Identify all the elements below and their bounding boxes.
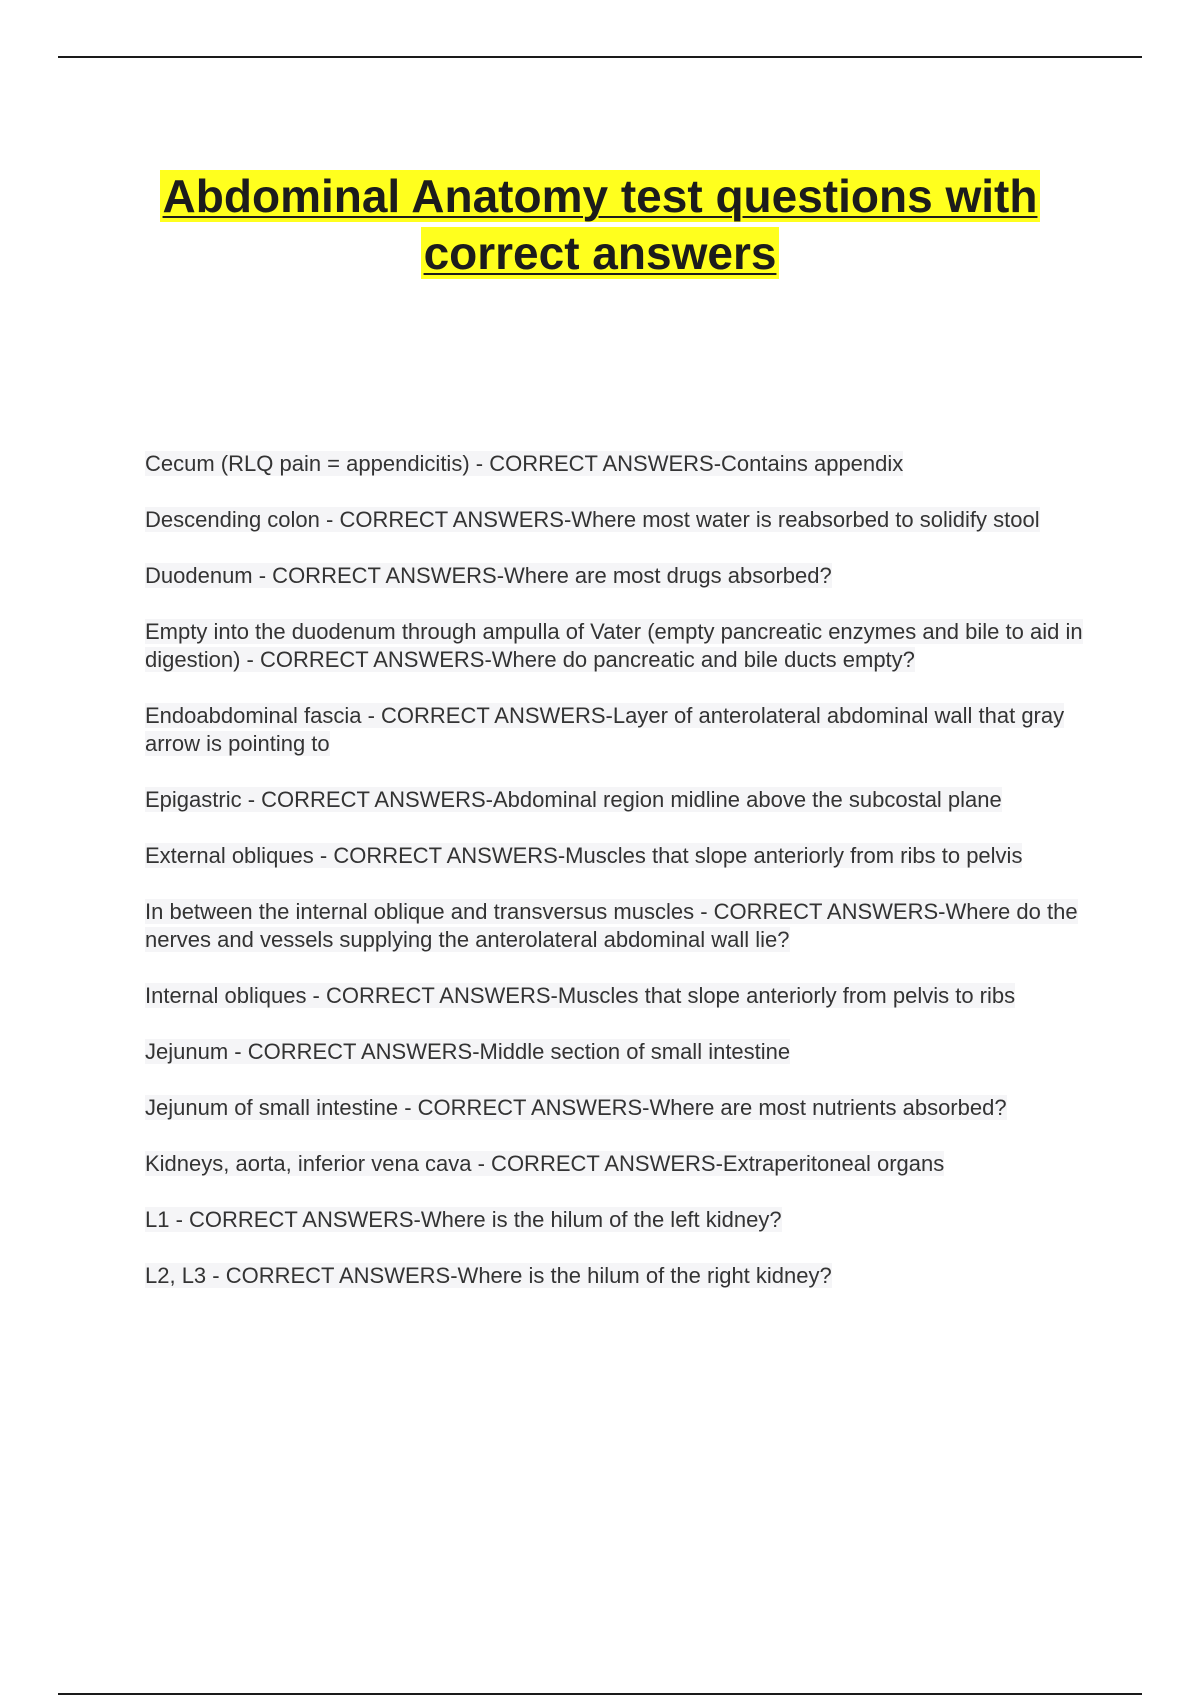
document-title-text: Abdominal Anatomy test questions with correct answers: [160, 170, 1041, 279]
qa-item: Cecum (RLQ pain = appendicitis) - CORRECT ANSWERS-Contains appendix: [145, 451, 904, 476]
qa-item: Empty into the duodenum through ampulla of Vater (empty pancreatic enzymes and bile to aid in digestion) - CORRECT ANSWERS-Where do pancreatic and bile ducts empty?: [145, 619, 1083, 672]
qa-item: In between the internal oblique and transversus muscles - CORRECT ANSWERS-Where do the nerves and vessels supplying the anterolateral abdominal wall lie?: [145, 899, 1078, 952]
qa-item: Descending colon - CORRECT ANSWERS-Where most water is reabsorbed to solidify stool: [145, 507, 1040, 532]
qa-item: Internal obliques - CORRECT ANSWERS-Muscles that slope anteriorly from pelvis to ribs: [145, 983, 1016, 1008]
qa-item: Endoabdominal fascia - CORRECT ANSWERS-Layer of anterolateral abdominal wall that gray arrow is pointing to: [145, 703, 1065, 756]
qa-item: Kidneys, aorta, inferior vena cava - CORRECT ANSWERS-Extraperitoneal organs: [145, 1151, 945, 1176]
document-title: [100, 168, 1100, 282]
qa-item: Duodenum - CORRECT ANSWERS-Where are most drugs absorbed?: [145, 563, 832, 588]
qa-item: External obliques - CORRECT ANSWERS-Muscles that slope anteriorly from ribs to pelvis: [145, 843, 1023, 868]
qa-item: Epigastric - CORRECT ANSWERS-Abdominal region midline above the subcostal plane: [145, 787, 1002, 812]
footer-rule: [58, 1693, 1142, 1695]
qa-item: Jejunum of small intestine - CORRECT ANSWERS-Where are most nutrients absorbed?: [145, 1095, 1007, 1120]
qa-item: Jejunum - CORRECT ANSWERS-Middle section of small intestine: [145, 1039, 791, 1064]
qa-list: [145, 450, 1095, 1318]
qa-item: L2, L3 - CORRECT ANSWERS-Where is the hilum of the right kidney?: [145, 1263, 832, 1288]
header-rule: [58, 56, 1142, 58]
qa-item: L1 - CORRECT ANSWERS-Where is the hilum of the left kidney?: [145, 1207, 782, 1232]
